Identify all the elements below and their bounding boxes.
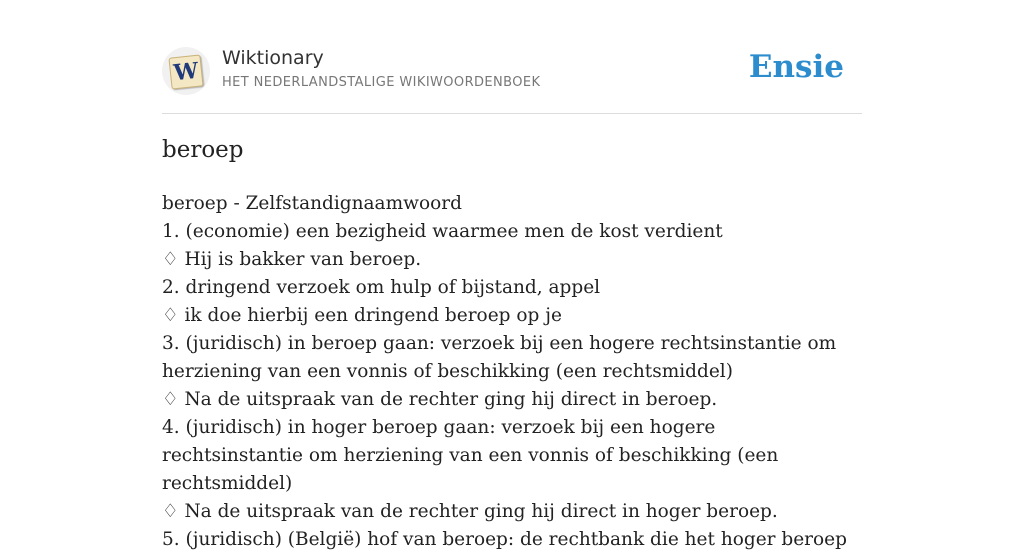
wiktionary-logo-icon: W bbox=[168, 54, 203, 89]
definition-line: 1. (economie) een bezigheid waarmee men de kost verdient bbox=[162, 221, 723, 242]
wiktionary-logo[interactable] bbox=[162, 47, 210, 95]
ensie-brand-logo[interactable]: Ensie bbox=[748, 49, 844, 85]
entry-heading: beroep - Zelfstandignaamwoord bbox=[162, 193, 462, 214]
page-title: beroep bbox=[162, 137, 244, 163]
definition-line: 4. (juridisch) in hoger beroep gaan: verzoek bij een hogere rechtsinstantie om herziening van een vonnis of beschikking (een rechtsmiddel) bbox=[162, 417, 779, 494]
example-line: ♢ Na de uitspraak van de rechter ging hij direct in beroep. bbox=[162, 389, 718, 410]
site-header bbox=[162, 45, 862, 114]
example-line: ♢ ik doe hierbij een dringend beroep op je bbox=[162, 305, 562, 326]
definition-line: 3. (juridisch) in beroep gaan: verzoek bij een hogere rechtsinstantie om herziening van een vonnis of beschikking (een rechtsmiddel) bbox=[162, 333, 837, 382]
example-line: ♢ Na de uitspraak van de rechter ging hij direct in hoger beroep. bbox=[162, 501, 778, 522]
definition-entry bbox=[162, 190, 862, 554]
example-line: ♢ Hij is bakker van beroep. bbox=[162, 249, 422, 270]
definition-line: 2. dringend verzoek om hulp of bijstand, appel bbox=[162, 277, 601, 298]
site-subtitle: HET NEDERLANDSTALIGE WIKIWOORDENBOEK bbox=[222, 75, 541, 90]
definition-line: 5. (juridisch) (België) hof van beroep: de rechtbank die het hoger beroep bbox=[162, 529, 847, 550]
site-name[interactable]: Wiktionary bbox=[222, 47, 324, 69]
